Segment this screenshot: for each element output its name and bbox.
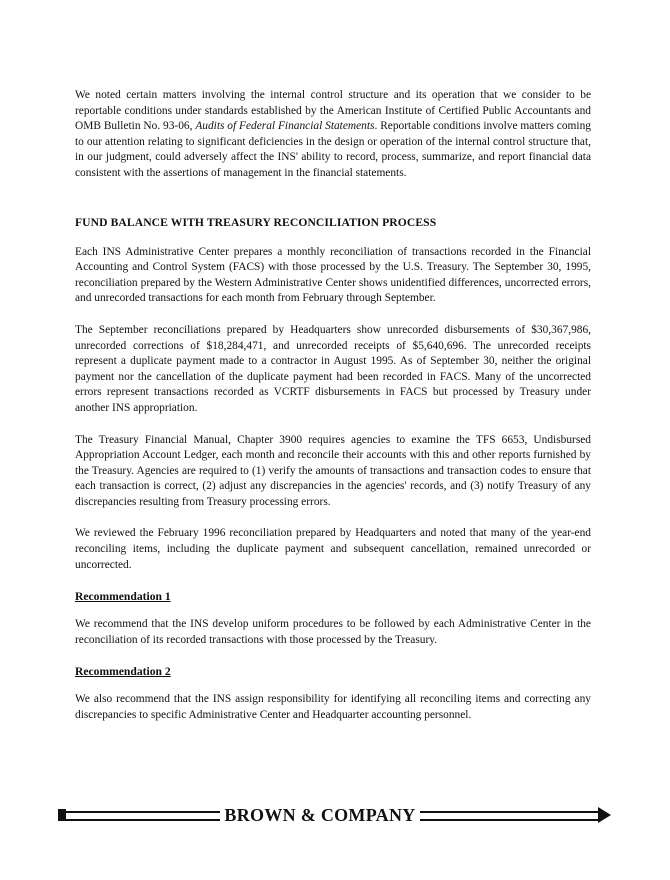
section-heading: FUND BALANCE WITH TREASURY RECONCILIATION PROCESS — [75, 215, 437, 229]
paragraph-february-review: We reviewed the February 1996 reconciliation prepared by Headquarters and noted that many of the year-end reconciling items, including the duplicate payment and subsequent cancellation, remained unrecorded or uncorrected. — [75, 527, 591, 571]
document-body — [75, 88, 591, 724]
intro-paragraph — [75, 88, 591, 182]
intro-text-part2: . Reportable conditions involve matters coming to our attention relating to significant deficiencies in the design or operation of the internal control structure that, in our judgment, could adversely affect the INS' ability to record, process, summarize, and report financial data consistent with the assertions of management in the financial statements. — [75, 120, 591, 179]
paragraph-headquarters: The September reconciliations prepared by Headquarters show unrecorded disbursements of $30,367,986, unrecorded corrections of $18,284,471, and unrecorded receipts of $5,640,696. The unrecorded receipts represent a duplicate payment made to a contractor in August 1995. As of September 30, neither the original payment nor the cancellation of the duplicate payment had been recorded in FACS. Many of the uncorrected errors represent transactions recorded as VCRTF disbursements in FACS but processed by Treasury under another INS appropriation. — [75, 323, 591, 414]
footer-brand: BROWN & COMPANY — [224, 805, 416, 825]
recommendation-1-text: We recommend that the INS develop uniform procedures to be followed by each Administrative Center in the reconciliation of its recorded transactions with those processed by the Treasury. — [75, 618, 591, 646]
footer-right-rule — [420, 811, 600, 821]
paragraph-reconciliation: Each INS Administrative Center prepares a monthly reconciliation of transactions recorded in the Financial Accounting and Control System (FACS) with those processed by the U.S. Treasury. The September 30, 1995, reconciliation prepared by the Western Administrative Center shows unidentified differences, uncorrected errors, and unrecorded transactions for each month from February through September. — [75, 245, 591, 305]
paragraph-treasury-manual: The Treasury Financial Manual, Chapter 3900 requires agencies to examine the TFS 6653, Undisbursed Appropriation Account Ledger, each month and reconcile their accounts with this and other reports furnished by the Treasury. Agencies are required to (1) verify the amounts of transactions and transaction codes to ensure that each transaction is correct, (2) adjust any discrepancies in the agencies' records, and (3) notify Treasury of any discrepancies resulting from Treasury processing errors. — [75, 433, 591, 508]
intro-publication-title: Audits of Federal Financial Statements — [195, 120, 375, 133]
recommendation-1-heading: Recommendation 1 — [75, 590, 171, 604]
recommendation-2-heading: Recommendation 2 — [75, 665, 171, 679]
footer-left-rule — [58, 811, 220, 821]
arrow-right-icon — [598, 807, 611, 823]
footer-letterhead — [58, 803, 611, 827]
intro-text-part1: We noted certain matters involving the internal control structure and its operation that we consider to be reportable conditions under standards established by the American Institute of Certified Public Accountants and OMB Bulletin No. 93-06, — [75, 89, 591, 133]
recommendation-2-text: We also recommend that the INS assign responsibility for identifying all reconciling items and correcting any discrepancies to specific Administrative Center and Headquarter accounting personnel. — [75, 693, 591, 722]
